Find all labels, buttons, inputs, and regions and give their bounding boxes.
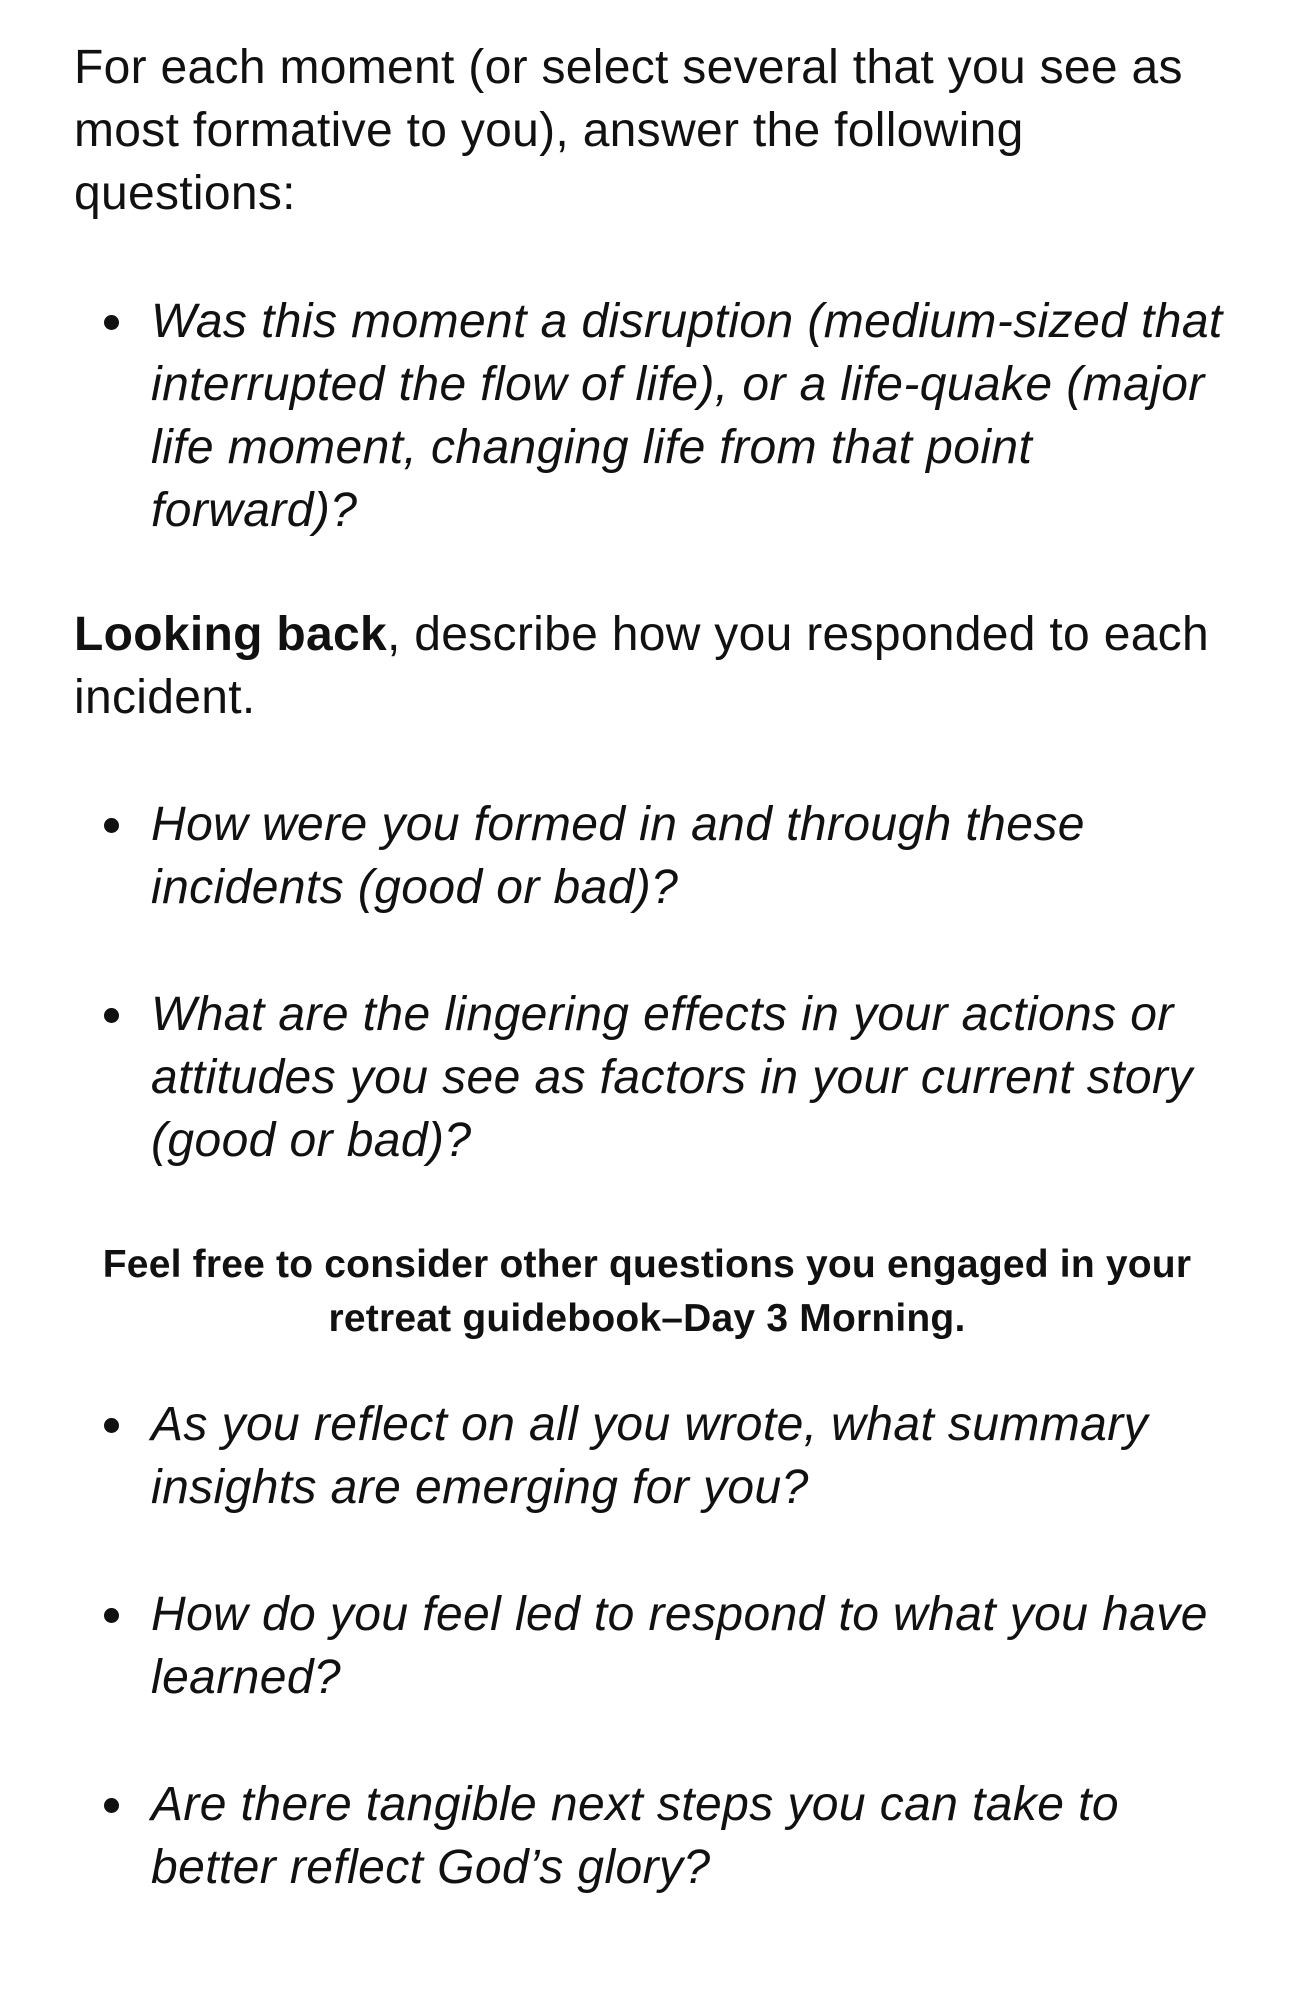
bullet-icon [104, 1608, 119, 1623]
bullet-icon [104, 315, 119, 330]
intro-paragraph: For each moment (or select several that you see as most formative to you), answer the following questions: [74, 41, 1183, 220]
guidebook-note: Feel free to consider other questions you engaged in your retreat guidebook–Day 3 Morning. [102, 1243, 1192, 1340]
question-text: As you reflect on all you wrote, what summary insights are emerging for you? [151, 1398, 1149, 1514]
bullet-icon [104, 1418, 119, 1433]
question-text: Are there tangible next steps you can take to better reflect God’s glory? [151, 1778, 1119, 1894]
question-text: How do you feel led to respond to what you have learned? [151, 1588, 1208, 1704]
looking-back-bold: Looking back [74, 608, 387, 661]
looking-back-paragraph [74, 603, 1224, 729]
bullet-icon [104, 1798, 119, 1813]
bullet-icon [104, 1008, 119, 1023]
question-text: What are the lingering effects in your actions or attitudes you see as factors in your current story (good or bad)? [151, 988, 1193, 1167]
question-text: Was this moment a disruption (medium-sized that interrupted the flow of life), or a life-quake (major life moment, changing life from that point forward)? [151, 295, 1223, 537]
bullet-icon [104, 818, 119, 833]
question-text: How were you formed in and through these incidents (good or bad)? [151, 798, 1085, 914]
looking-back-rest: , describe how you responded to each incident. [74, 608, 1209, 724]
